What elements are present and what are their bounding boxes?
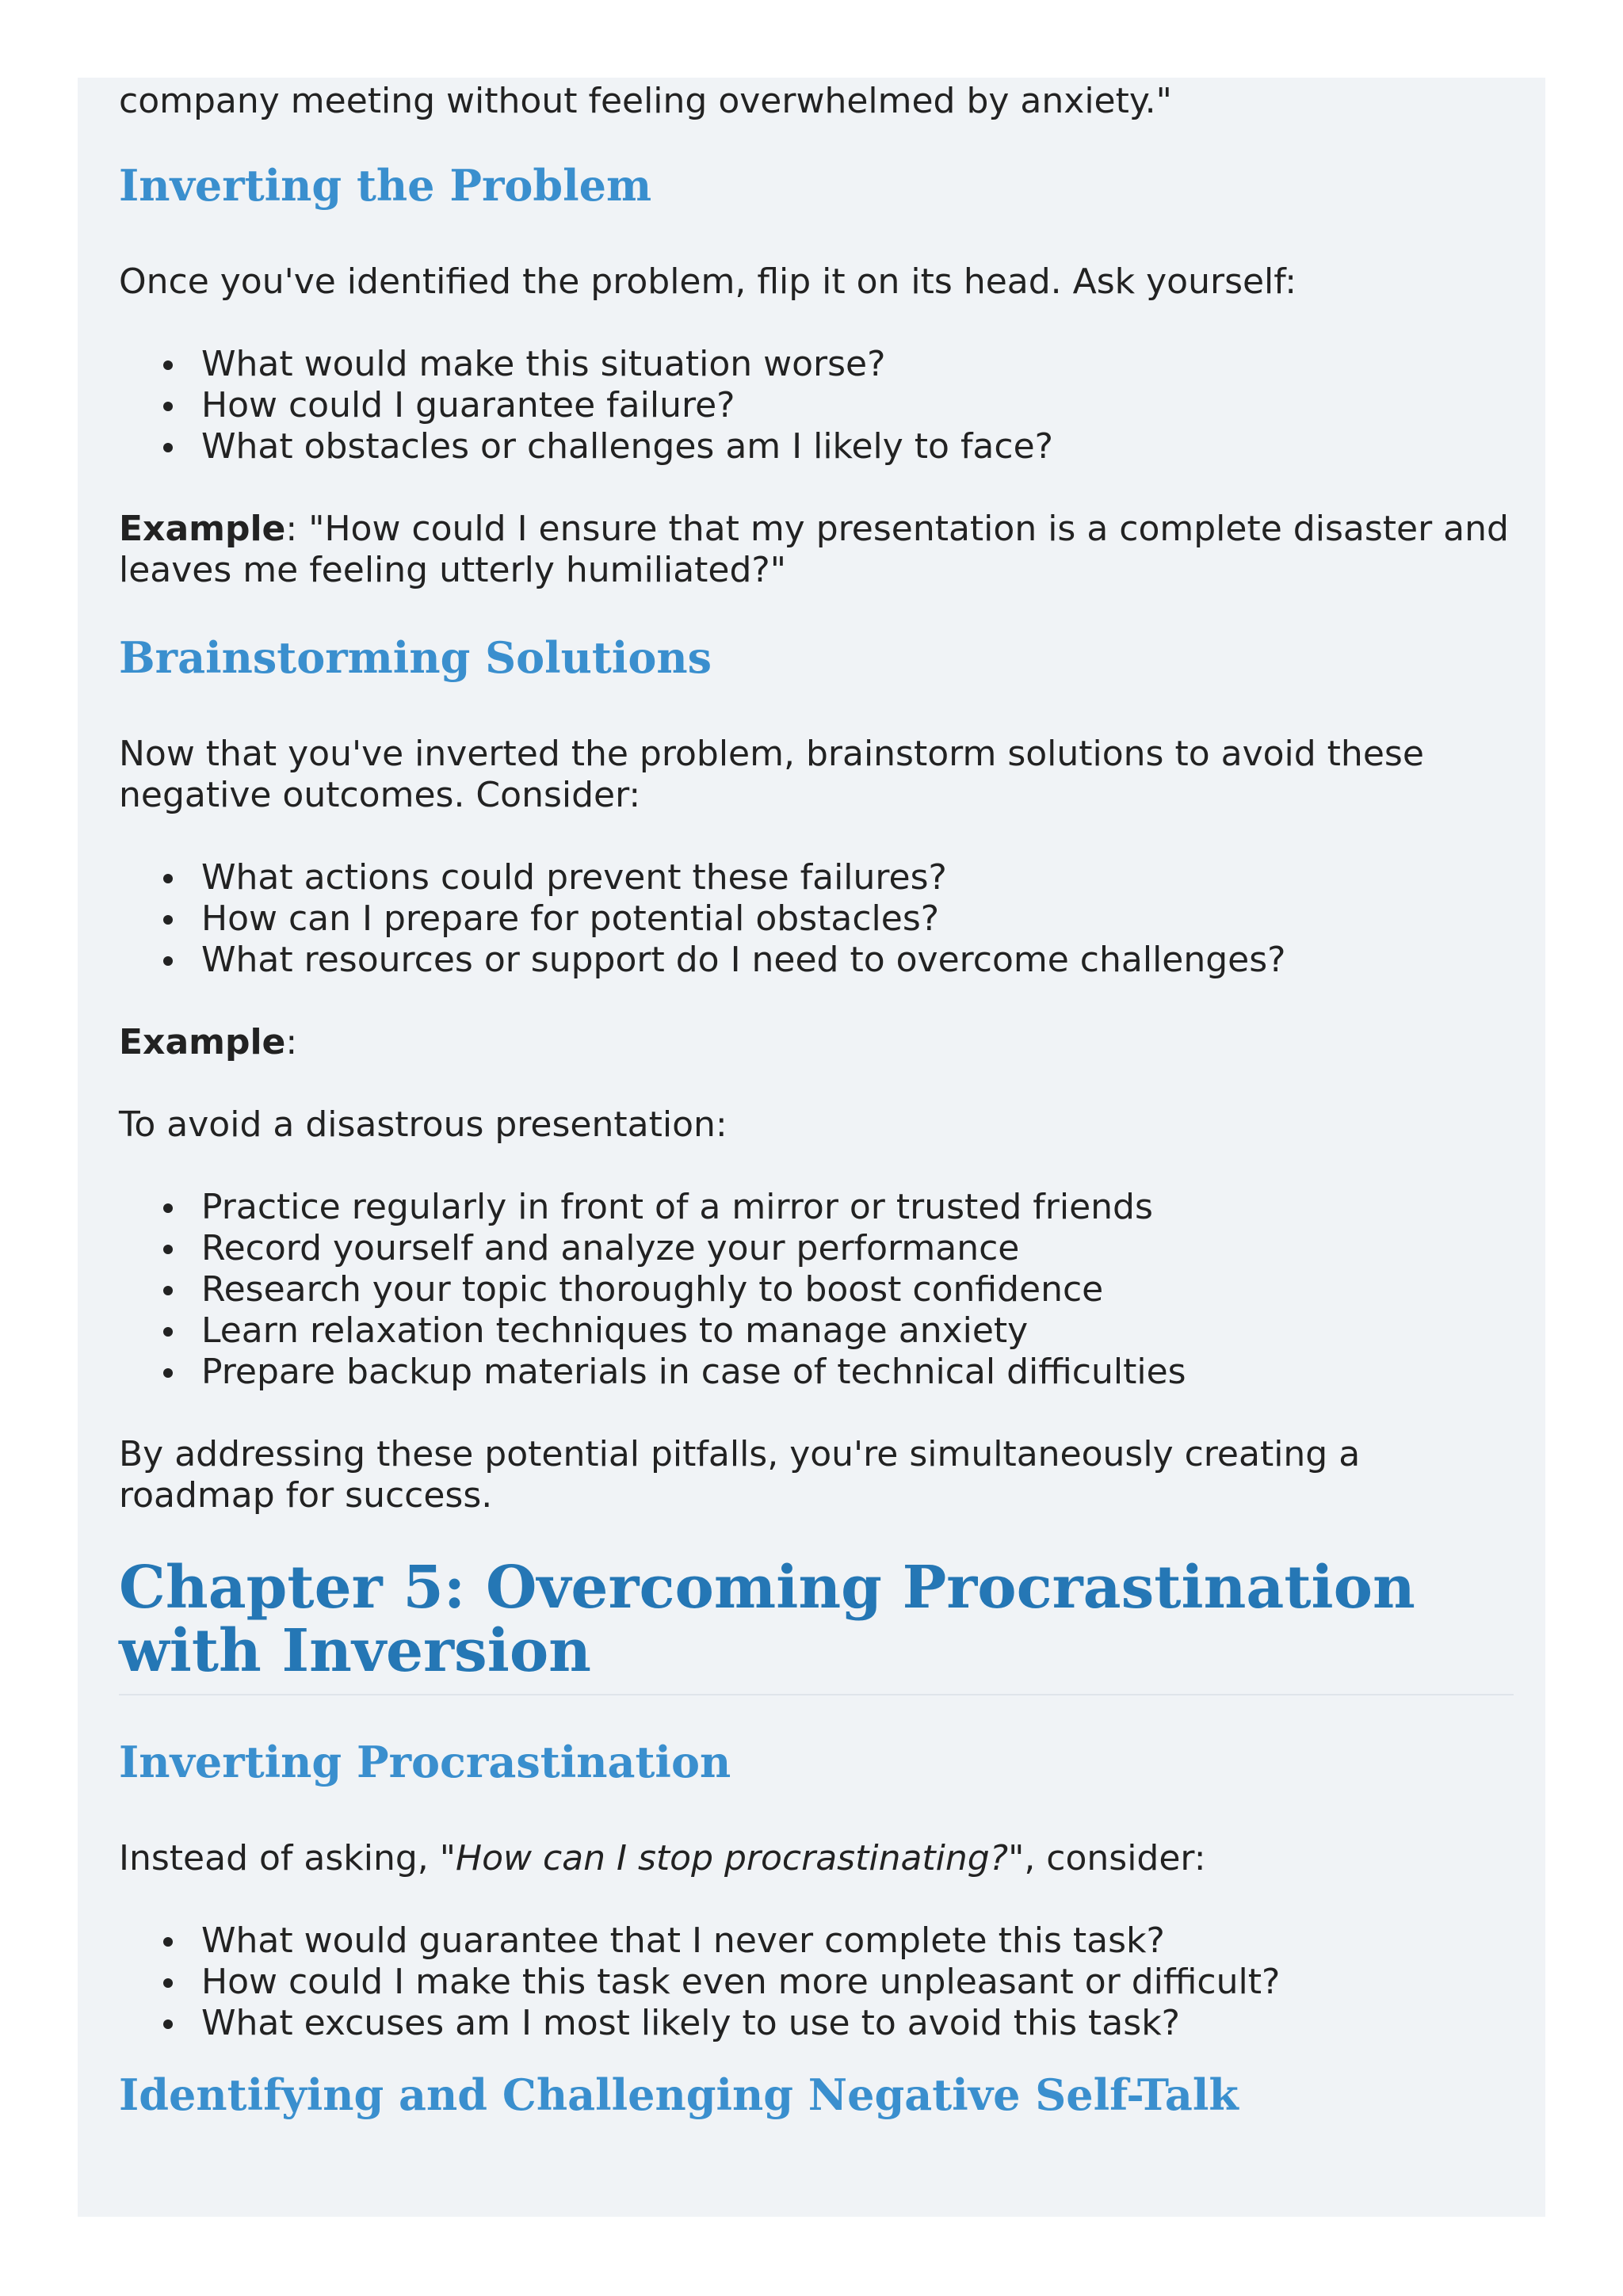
inverting-intro: Once you've identified the problem, flip it on its head. Ask yourself:: [119, 261, 1297, 302]
document-page: [78, 78, 1545, 2217]
avoid-intro: To avoid a disastrous presentation:: [119, 1104, 727, 1145]
example-text: : "How could I ensure that my presentation is a complete disaster and leaves me feeling utterly humiliated?": [119, 509, 1509, 590]
list-item: What would guarantee that I never complete this task?: [201, 1920, 1514, 1962]
list-item: How could I guarantee failure?: [201, 385, 1514, 426]
intro-pre: Instead of asking, ": [119, 1838, 456, 1878]
inverting-questions-list: [119, 344, 1514, 467]
intro-post: ", consider:: [1008, 1838, 1206, 1878]
procrastination-questions-list: [119, 1920, 1514, 2044]
chapter-divider: [119, 1694, 1514, 1695]
brainstorm-intro: Now that you've inverted the problem, brainstorm solutions to avoid these negative outcomes. Consider:: [119, 734, 1424, 815]
carryover-text: company meeting without feeling overwhelmed by anxiety.": [119, 81, 1172, 121]
list-item: What obstacles or challenges am I likely to face?: [201, 426, 1514, 467]
example-label: Example: [119, 509, 286, 549]
heading-negative-self-talk: Identifying and Challenging Negative Self-Talk: [119, 2069, 1239, 2120]
list-item: Record yourself and analyze your performance: [201, 1228, 1514, 1269]
procrastination-intro: [119, 1838, 1514, 1879]
list-item: How could I make this task even more unpleasant or difficult?: [201, 1962, 1514, 2003]
brainstorm-closing: By addressing these potential pitfalls, you're simultaneously creating a roadmap for success.: [119, 1434, 1361, 1516]
example-label: Example: [119, 1022, 286, 1062]
example-colon: :: [285, 1022, 298, 1062]
inverting-example: [119, 509, 1514, 591]
intro-italic-question: How can I stop procrastinating?: [456, 1838, 1009, 1878]
avoid-actions-list: [119, 1187, 1514, 1393]
brainstorm-questions-list: [119, 857, 1514, 981]
heading-inverting-the-problem: Inverting the Problem: [119, 160, 652, 211]
chapter-5-title: Chapter 5: Overcoming Procrastination with Inversion: [119, 1554, 1415, 1685]
list-item: What excuses am I most likely to use to avoid this task?: [201, 2003, 1514, 2044]
list-item: How can I prepare for potential obstacles?: [201, 898, 1514, 940]
list-item: What actions could prevent these failures?: [201, 857, 1514, 898]
brainstorm-example-label: [119, 1022, 1514, 1063]
heading-brainstorming-solutions: Brainstorming Solutions: [119, 632, 712, 683]
list-item: Prepare backup materials in case of technical difficulties: [201, 1352, 1514, 1393]
list-item: What resources or support do I need to overcome challenges?: [201, 940, 1514, 981]
list-item: Practice regularly in front of a mirror or trusted friends: [201, 1187, 1514, 1228]
list-item: What would make this situation worse?: [201, 344, 1514, 385]
heading-inverting-procrastination: Inverting Procrastination: [119, 1737, 731, 1787]
list-item: Research your topic thoroughly to boost confidence: [201, 1269, 1514, 1310]
list-item: Learn relaxation techniques to manage anxiety: [201, 1310, 1514, 1352]
